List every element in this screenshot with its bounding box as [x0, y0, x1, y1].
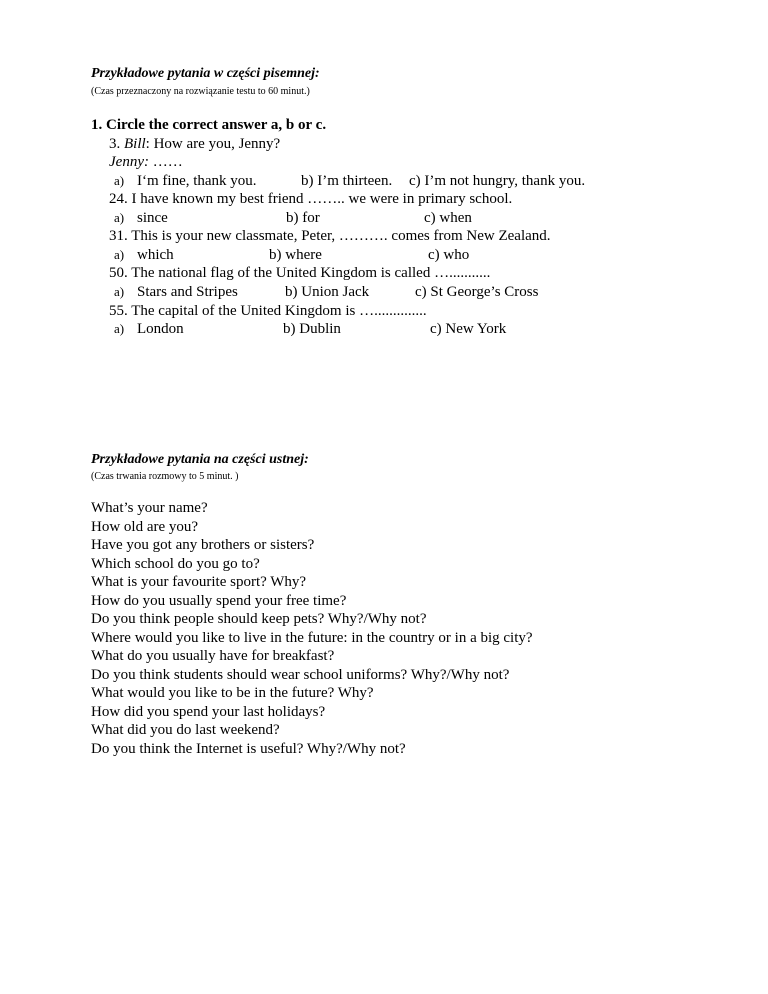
question-50-option-c: c) St George’s Cross	[415, 284, 539, 300]
question-24-option-a: since	[137, 210, 168, 226]
question-31-option-a-marker: a)	[114, 247, 125, 262]
question-55-option-a-marker: a)	[114, 321, 125, 336]
oral-question: Do you think people should keep pets? Why?/Why not?	[91, 611, 427, 627]
question-50-option-b: b) Union Jack	[285, 284, 370, 300]
oral-question: What did you do last weekend?	[91, 722, 280, 738]
written-part-time-note: (Czas przeznaczony na rozwiązanie testu to 60 minut.)	[91, 86, 310, 97]
oral-question: How did you spend your last holidays?	[91, 704, 326, 720]
question-24: 24. I have known my best friend …….. we were in primary school.	[109, 191, 513, 207]
task-instruction: 1. Circle the correct answer a, b or c.	[91, 117, 327, 133]
question-55: 55. The capital of the United Kingdom is …..............	[109, 303, 427, 319]
question-24-option-c: c) when	[424, 210, 472, 226]
question-50: 50. The national flag of the United Kingdom is called …...........	[109, 265, 491, 281]
question-3-option-a: I‘m fine, thank you.	[137, 173, 257, 189]
question-31: 31. This is your new classmate, Peter, ………. comes from New Zealand.	[109, 228, 551, 244]
question-3	[109, 135, 280, 153]
question-3-option-c: c) I’m not hungry, thank you.	[409, 173, 586, 189]
oral-part-heading: Przykładowe pytania na części ustnej:	[91, 452, 309, 467]
oral-question: How do you usually spend your free time?	[91, 593, 347, 609]
oral-part-time-note: (Czas trwania rozmowy to 5 minut. )	[91, 471, 239, 482]
question-31-option-c: c) who	[428, 247, 470, 263]
question-3-speaker-bill: Bill	[124, 136, 146, 152]
oral-question: Which school do you go to?	[91, 556, 260, 572]
question-24-option-a-marker: a)	[114, 210, 125, 225]
oral-question: Where would you like to live in the future: in the country or in a big city?	[91, 630, 533, 646]
question-31-option-b: b) where	[269, 247, 322, 263]
question-3-option-a-marker: a)	[114, 173, 125, 188]
question-31-option-a: which	[137, 247, 174, 263]
question-3-line-1: : How are you, Jenny?	[145, 136, 281, 152]
oral-question: How old are you?	[91, 519, 199, 535]
question-3-option-b: b) I’m thirteen.	[301, 173, 393, 189]
question-50-option-a-marker: a)	[114, 284, 125, 299]
question-3-speaker-jenny: Jenny:	[109, 154, 149, 170]
question-50-option-a: Stars and Stripes	[137, 284, 238, 300]
question-55-option-b: b) Dublin	[283, 321, 341, 337]
question-55-option-c: c) New York	[430, 321, 507, 337]
oral-question: What do you usually have for breakfast?	[91, 648, 335, 664]
question-3-second-line	[109, 153, 183, 171]
oral-question: Do you think students should wear school uniforms? Why?/Why not?	[91, 667, 510, 683]
oral-question: What would you like to be in the future? Why?	[91, 685, 374, 701]
oral-question: What’s your name?	[91, 500, 208, 516]
written-part-heading: Przykładowe pytania w części pisemnej:	[91, 66, 320, 81]
oral-question: What is your favourite sport? Why?	[91, 574, 307, 590]
question-24-option-b: b) for	[286, 210, 320, 226]
question-3-number: 3.	[109, 136, 121, 152]
question-3-line-2: ……	[148, 154, 183, 170]
oral-question: Have you got any brothers or sisters?	[91, 537, 315, 553]
question-55-option-a: London	[137, 321, 184, 337]
oral-question: Do you think the Internet is useful? Why?/Why not?	[91, 741, 406, 757]
